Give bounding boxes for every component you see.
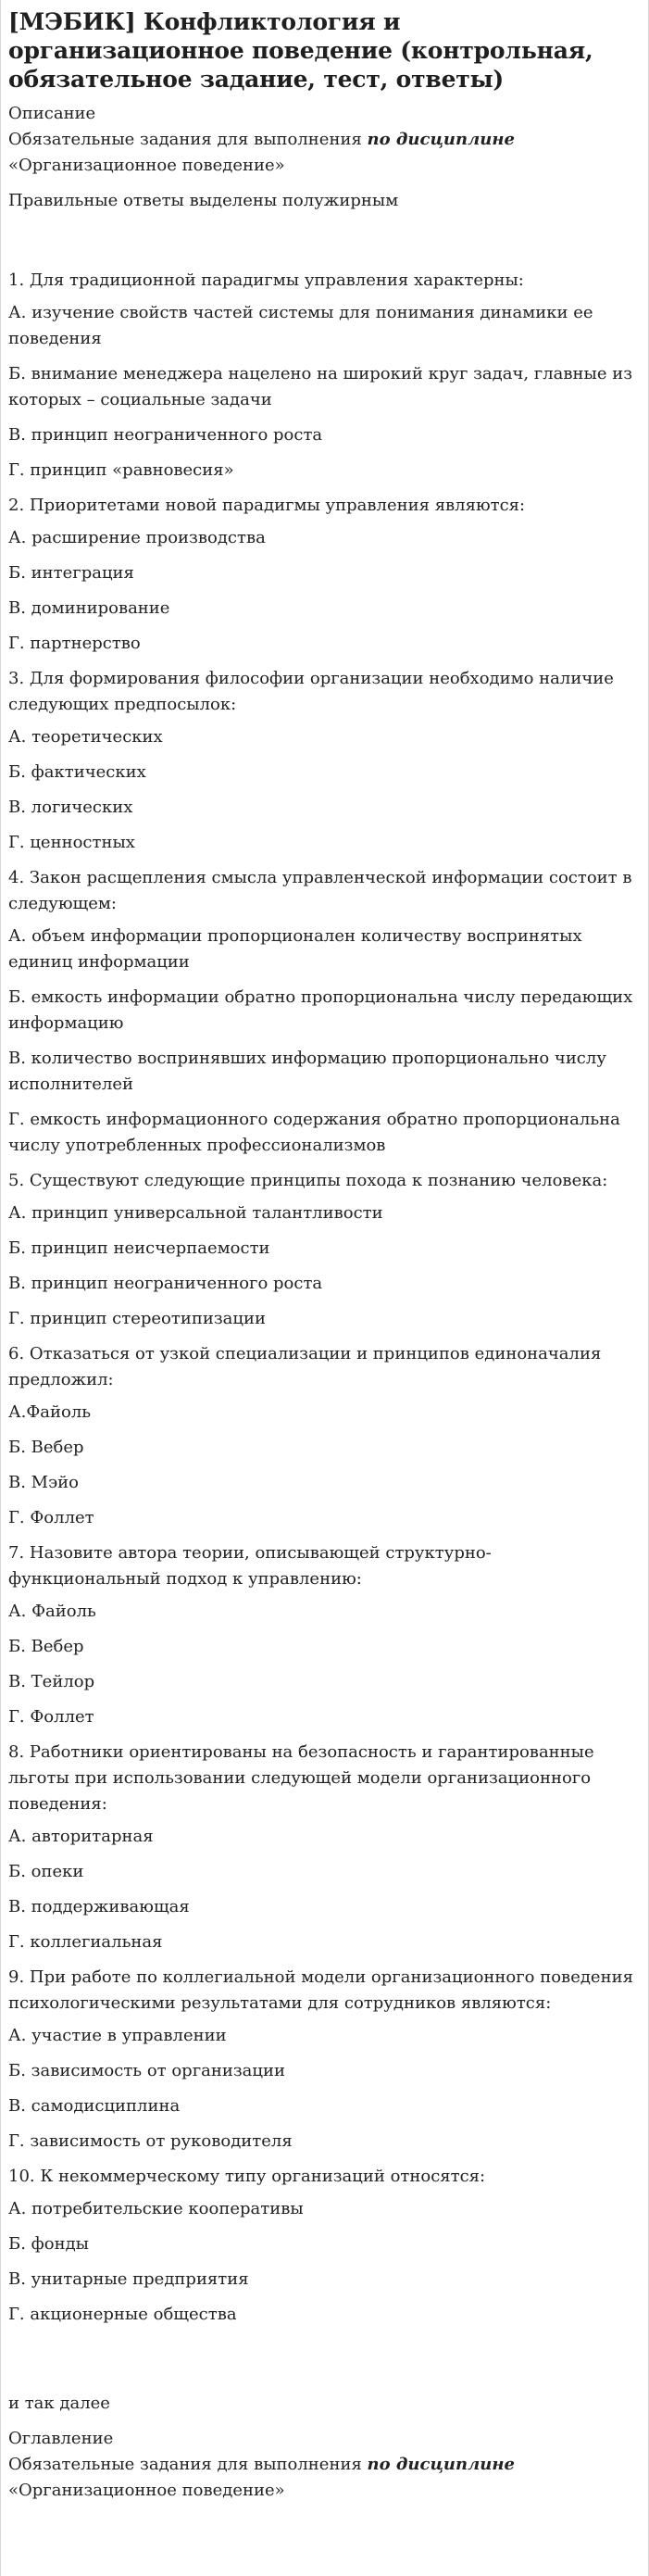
questions-list [8, 268, 641, 2328]
answer-option: Б. принцип неисчерпаемости [8, 1238, 270, 1258]
answer-option: Б. внимание менеджера нацелено на широкий круг задач, главные из которых – социальные задачи [8, 364, 633, 409]
toc-suffix: «Организационное поведение» [8, 2481, 285, 2500]
description-text [8, 127, 641, 179]
toc-prefix: Обязательные задания для выполнения [8, 2455, 368, 2474]
spacer [8, 179, 641, 188]
question-text: 9. При работе по коллегиальной модели организационного поведения психологическими результатами для сотрудников являются: [8, 1967, 633, 2013]
page-title: [МЭБИК] Конфликтология и организационное поведение (контрольная, обязательное задание, тест, ответы) [8, 8, 593, 93]
description-prefix: Обязательные задания для выполнения [8, 130, 368, 149]
question-block [8, 1740, 641, 1955]
question-block [8, 865, 641, 1159]
toc-text [8, 2452, 641, 2504]
answer-option: А. авторитарная [8, 1827, 154, 1846]
question-block [8, 268, 641, 484]
answer-option: В. принцип неограниченного роста [8, 425, 323, 445]
answer-option: А. участие в управлении [8, 2026, 227, 2045]
answer-option: А. изучение свойств частей системы для понимания динамики ее поведения [8, 303, 593, 348]
answer-option: Б. фонды [8, 2234, 90, 2254]
answer-option: А. принцип универсальной талантливости [8, 1203, 383, 1223]
question-block [8, 493, 641, 657]
question-text: 6. Отказаться от узкой специализации и принципов единоначалия предложил: [8, 1344, 602, 1389]
answer-option: В. самодисциплина [8, 2096, 181, 2116]
answer-option: Г. партнерство [8, 634, 141, 653]
question-text: 1. Для традиционной парадигмы управления характерны: [8, 270, 524, 290]
answer-option: А.Файоль [8, 1402, 92, 1422]
answer-option: Б. фактических [8, 762, 146, 782]
answer-option: Г. акционерные общества [8, 2305, 237, 2324]
answer-option: Г. зависимость от руководителя [8, 2131, 293, 2151]
answer-option: В. логических [8, 798, 133, 817]
answer-option: Г. емкость информационного содержания обратно пропорциональна числу употребленных профессионализмов [8, 1110, 620, 1155]
answer-option: А. Файоль [8, 1602, 96, 1621]
question-text: 2. Приоритетами новой парадигмы управления являются: [8, 496, 526, 515]
answer-option: В. доминирование [8, 598, 170, 618]
answer-option: Б. интеграция [8, 563, 134, 583]
spacer [8, 2417, 641, 2426]
answer-option: Г. Фоллет [8, 1707, 94, 1727]
question-text: 4. Закон расщепления смысла управленческой информации состоит в следующем: [8, 868, 632, 913]
answer-option: В. поддерживающая [8, 1897, 190, 1916]
question-text: 10. К некоммерческому типу организаций относятся: [8, 2167, 486, 2186]
answer-option: Г. принцип стереотипизации [8, 1309, 266, 1328]
question-block [8, 2164, 641, 2328]
question-text: 7. Назовите автора теории, описывающей структурно-функциональный подход к управлению: [8, 1543, 492, 1589]
answer-option: В. унитарные предприятия [8, 2269, 249, 2289]
answer-option: В. Мэйо [8, 1473, 80, 1492]
question-text: 8. Работники ориентированы на безопасность и гарантированные льготы при использовании следующей модели организационного поведения: [8, 1742, 594, 1814]
answers-note: Правильные ответы выделены полужирным [8, 191, 399, 210]
description-suffix: «Организационное поведение» [8, 156, 285, 175]
question-block [8, 1965, 641, 2155]
answer-option: В. количество воспринявших информацию пропорционально числу исполнителей [8, 1049, 606, 1094]
toc-label: Оглавление [8, 2429, 114, 2448]
answer-option: А. теоретических [8, 727, 163, 747]
toc-emphasis: по дисциплине [367, 2455, 515, 2474]
answer-option: В. принцип неограниченного роста [8, 1274, 323, 1293]
answer-option: В. Тейлор [8, 1672, 95, 1691]
question-block [8, 1341, 641, 1531]
answer-option: Г. Фоллет [8, 1508, 94, 1527]
answer-option: Г. ценностных [8, 833, 135, 852]
answer-option: Б. емкость информации обратно пропорциональна числу передающих информацию [8, 987, 633, 1033]
spacer [8, 2337, 641, 2391]
spacer [8, 214, 641, 268]
and-so-on-text: и так далее [8, 2394, 110, 2413]
answer-option: Б. Вебер [8, 1438, 84, 1457]
answer-option: А. потребительские кооперативы [8, 2199, 304, 2218]
answer-option: Г. коллегиальная [8, 1932, 163, 1952]
answer-option: А. объем информации пропорционален количеству воспринятых единиц информации [8, 926, 582, 972]
question-text: 5. Существуют следующие принципы похода к познанию человека: [8, 1171, 608, 1190]
question-block [8, 1168, 641, 1332]
question-block [8, 1540, 641, 1730]
answer-option: Г. принцип «равновесия» [8, 460, 234, 480]
answer-option: Б. зависимость от организации [8, 2061, 285, 2080]
question-block [8, 666, 641, 856]
answer-option: А. расширение производства [8, 528, 266, 547]
description-label: Описание [8, 104, 96, 123]
description-emphasis: по дисциплине [367, 130, 515, 149]
answer-option: Б. опеки [8, 1862, 84, 1881]
question-text: 3. Для формирования философии организации необходимо наличие следующих предпосылок: [8, 669, 614, 714]
answer-option: Б. Вебер [8, 1637, 84, 1656]
